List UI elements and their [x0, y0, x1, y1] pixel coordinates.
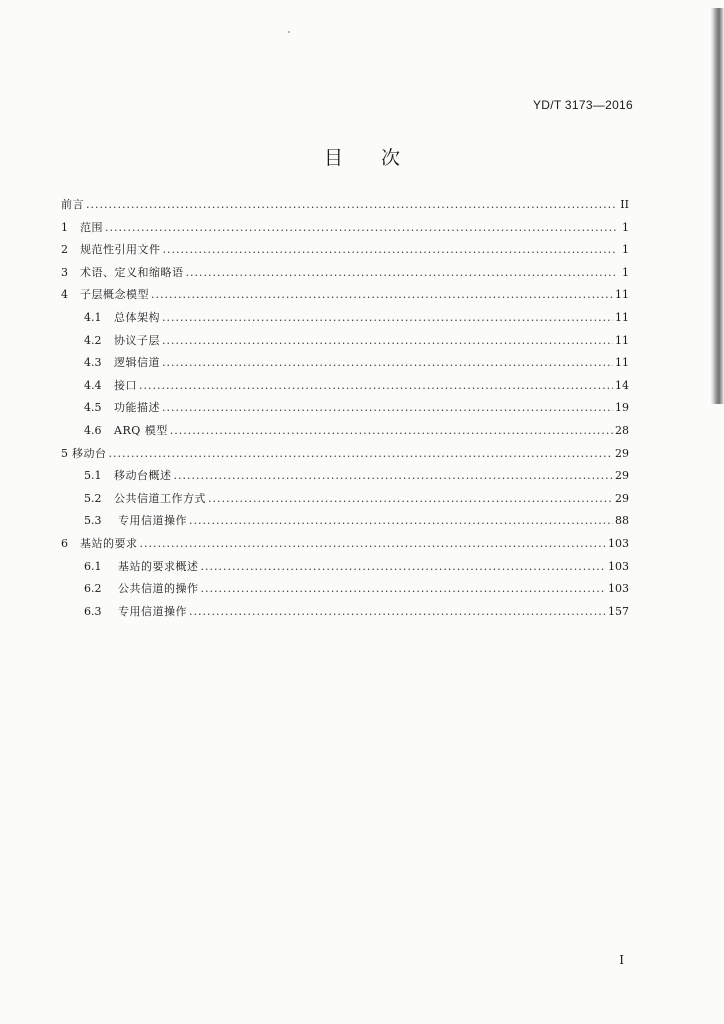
toc-leader-dots [162, 334, 613, 347]
toc-entry[interactable] [61, 490, 629, 513]
toc-entry-number: 6 [61, 536, 68, 550]
toc-entry[interactable] [61, 512, 629, 535]
toc-leader-dots [162, 401, 613, 414]
toc-entry[interactable] [61, 219, 629, 242]
toc-leader-dots [189, 605, 606, 618]
toc-entry[interactable] [61, 264, 629, 287]
toc-entry-label: 前言 [61, 198, 84, 211]
toc-leader-dots [201, 582, 607, 595]
toc-entry-page: 29 [615, 446, 629, 460]
toc-entry-label: 公共信道工作方式 [114, 491, 206, 505]
toc-leader-dots [86, 198, 617, 211]
toc-entry-label: 逻辑信道 [114, 356, 160, 370]
toc-entry-page: 19 [615, 401, 629, 415]
toc-entry-page: 11 [615, 310, 629, 324]
toc-entry-page: 28 [615, 423, 629, 437]
toc-entry-number: 5.3 [84, 514, 102, 528]
toc-entry[interactable] [61, 286, 629, 309]
toc-entry[interactable] [61, 422, 629, 445]
toc-entry-page: 1 [622, 265, 629, 279]
toc-entry[interactable] [61, 558, 629, 581]
toc-entry-number: 5 [61, 446, 68, 460]
toc-entry[interactable] [61, 332, 629, 355]
toc-entry[interactable] [61, 377, 629, 400]
toc-entry-number: 5.1 [84, 469, 102, 483]
document-code: YD/T 3173—2016 [532, 98, 633, 112]
toc-entry[interactable] [61, 399, 629, 422]
toc-entry-page: 11 [615, 288, 629, 302]
toc-entry-label: 子层概念模型 [80, 288, 149, 302]
toc-entry-page: II [620, 198, 629, 211]
toc-entry-number: 4.6 [84, 423, 102, 437]
toc-leader-dots [201, 560, 607, 573]
toc-entry-page: 103 [608, 582, 629, 596]
toc-entry[interactable] [61, 603, 629, 626]
toc-entry-label: 基站的要求 [80, 536, 138, 550]
page-number: I [619, 953, 624, 967]
table-of-contents [61, 196, 629, 625]
toc-leader-dots [208, 492, 613, 505]
scan-speck [288, 31, 290, 33]
toc-leader-dots [139, 379, 613, 392]
toc-leader-dots [109, 447, 614, 460]
toc-entry[interactable] [61, 309, 629, 332]
toc-entry-page: 29 [615, 491, 629, 505]
toc-entry-label: 基站的要求概述 [118, 559, 199, 573]
toc-leader-dots [186, 266, 618, 279]
toc-entry-number: 4.5 [84, 401, 102, 415]
scan-binding-edge [710, 8, 724, 404]
toc-entry-page: 88 [615, 514, 629, 528]
page-title: 目次 [323, 147, 438, 169]
toc-entry-page: 103 [608, 559, 629, 573]
toc-entry-number: 4.3 [84, 356, 102, 370]
toc-entry-number: 2 [61, 243, 68, 257]
toc-leader-dots [140, 537, 607, 550]
toc-entry-number: 3 [61, 265, 68, 279]
toc-entry-number: 4.4 [84, 378, 102, 392]
toc-entry[interactable] [61, 196, 629, 219]
toc-entry-number: 6.1 [84, 559, 102, 573]
toc-leader-dots [105, 221, 617, 234]
toc-entry-page: 11 [615, 356, 629, 370]
toc-entry-page: 1 [622, 220, 629, 234]
toc-entry-number: 1 [61, 220, 68, 234]
toc-leader-dots [189, 514, 613, 527]
toc-entry-number: 5.2 [84, 491, 102, 505]
toc-entry[interactable] [61, 580, 629, 603]
toc-entry-label: 专用信道操作 [118, 514, 187, 528]
toc-entry-number: 6.2 [84, 582, 102, 596]
toc-entry-number: 4.1 [84, 310, 102, 324]
toc-entry[interactable] [61, 354, 629, 377]
toc-entry-label: ARQ 模型 [114, 423, 168, 437]
toc-entry-label: 规范性引用文件 [80, 243, 161, 257]
toc-entry-page: 14 [615, 378, 629, 392]
toc-entry-label: 公共信道的操作 [118, 582, 199, 596]
toc-entry-label: 移动台概述 [114, 469, 172, 483]
toc-entry-label: 范围 [80, 220, 103, 234]
toc-entry-label: 总体架构 [114, 310, 160, 324]
toc-entry[interactable] [61, 445, 629, 468]
toc-leader-dots [174, 469, 614, 482]
toc-entry-label: 功能描述 [114, 401, 160, 415]
toc-entry-number: 4 [61, 288, 68, 302]
toc-entry[interactable] [61, 467, 629, 490]
toc-leader-dots [151, 288, 613, 301]
toc-leader-dots [162, 356, 613, 369]
toc-entry-label: 接口 [114, 378, 137, 392]
toc-leader-dots [162, 311, 613, 324]
toc-entry-number: 6.3 [84, 604, 102, 618]
toc-entry[interactable] [61, 241, 629, 264]
toc-entry-label: 专用信道操作 [118, 604, 187, 618]
toc-entry-label: 移动台 [72, 446, 107, 460]
toc-entry-page: 157 [608, 604, 629, 618]
toc-entry-page: 29 [615, 469, 629, 483]
toc-entry-page: 1 [622, 243, 629, 257]
toc-entry-label: 术语、定义和缩略语 [80, 265, 184, 279]
toc-entry-page: 11 [615, 333, 629, 347]
toc-leader-dots [170, 424, 613, 437]
toc-entry-label: 协议子层 [114, 333, 160, 347]
toc-leader-dots [163, 243, 618, 256]
toc-entry[interactable] [61, 535, 629, 558]
toc-entry-page: 103 [608, 536, 629, 550]
toc-entry-number: 4.2 [84, 333, 102, 347]
